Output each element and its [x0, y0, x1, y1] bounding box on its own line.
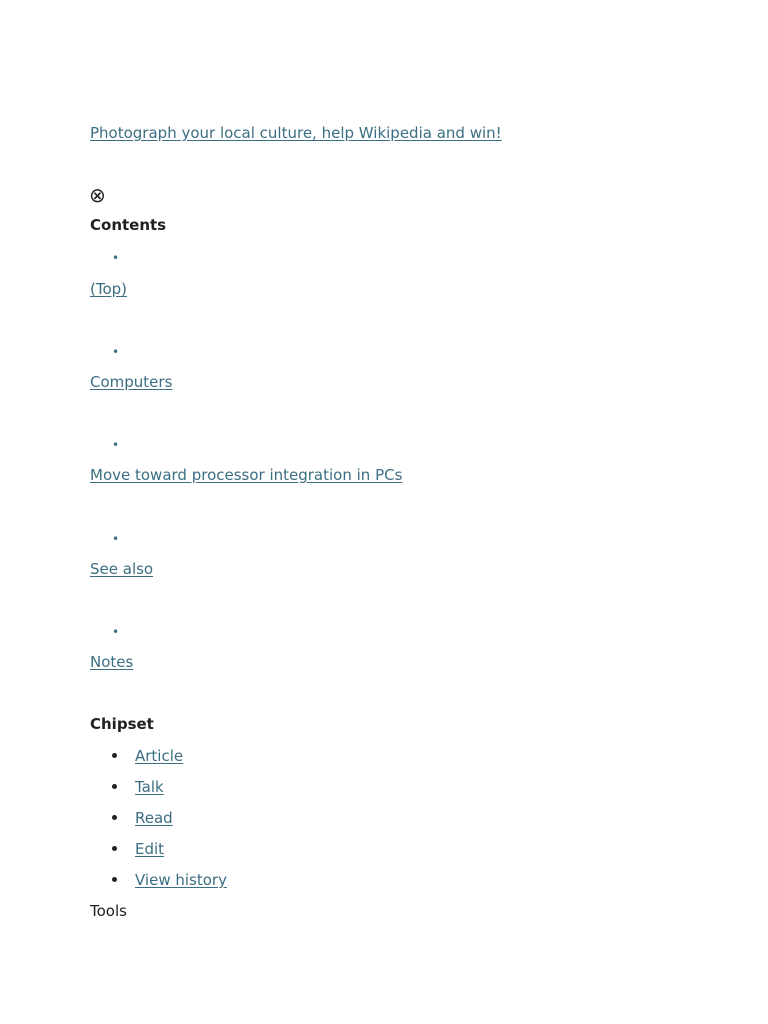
tab-edit: [90, 839, 227, 870]
toc-item-see-also[interactable]: See also: [90, 560, 154, 578]
tab-edit-link[interactable]: Edit: [135, 840, 165, 858]
tab-talk: [90, 777, 227, 808]
bullet-icon: [112, 753, 117, 758]
toc-bullet-icon: •: [112, 251, 120, 265]
toc-item-computers[interactable]: Computers: [90, 373, 173, 391]
bullet-icon: [112, 877, 117, 882]
tab-article-link[interactable]: Article: [135, 747, 184, 765]
page-tabs: [90, 746, 227, 901]
tab-view-history-link[interactable]: View history: [135, 871, 227, 889]
bullet-icon: [112, 846, 117, 851]
tab-article: [90, 746, 227, 777]
toc-item-top[interactable]: (Top): [90, 280, 128, 298]
toc-title: Contents: [90, 216, 167, 234]
toc-bullet-icon: •: [112, 345, 120, 359]
tab-read-link[interactable]: Read: [135, 809, 173, 827]
banner-link[interactable]: Photograph your local culture, help Wikipedia and win!: [90, 124, 502, 142]
toc-bullet-icon: •: [112, 438, 120, 452]
tab-read: [90, 808, 227, 839]
toc-item-processor-integration[interactable]: Move toward processor integration in PCs: [90, 466, 403, 484]
bullet-icon: [112, 815, 117, 820]
toc-bullet-icon: •: [112, 532, 120, 546]
tab-talk-link[interactable]: Talk: [135, 778, 164, 796]
toc-item-notes[interactable]: Notes: [90, 653, 134, 671]
tab-view-history: [90, 870, 227, 901]
page-title: Chipset: [90, 715, 154, 733]
toc-bullet-icon: •: [112, 625, 120, 639]
close-icon[interactable]: ⊗: [89, 183, 106, 207]
bullet-icon: [112, 784, 117, 789]
tools-menu[interactable]: Tools: [90, 902, 127, 920]
